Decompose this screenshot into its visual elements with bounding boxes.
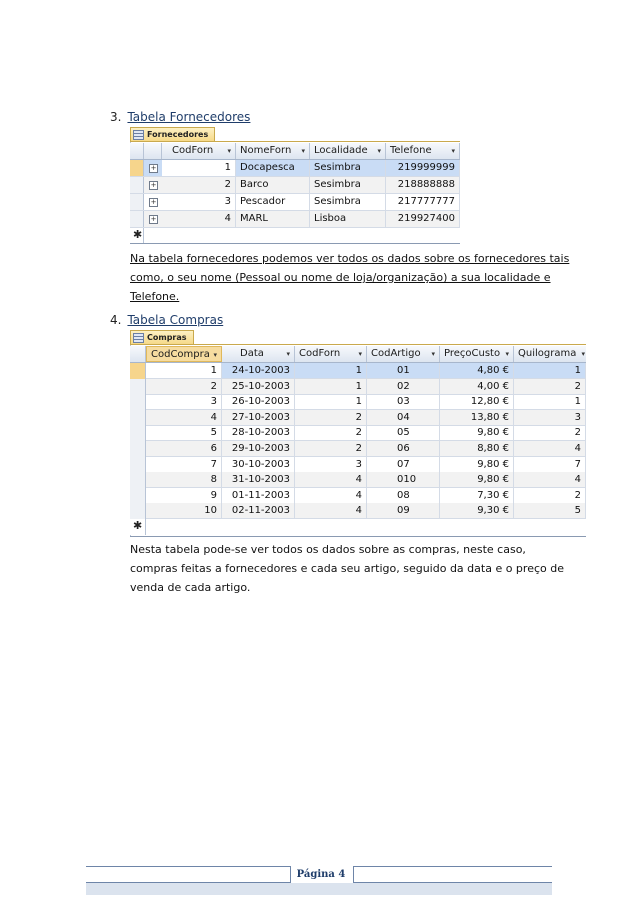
table-cell-artigo[interactable]: 08 <box>367 488 440 503</box>
record-selector[interactable] <box>130 194 144 210</box>
table-cell-data[interactable]: 29-10-2003 <box>222 441 295 456</box>
table-cell-kg[interactable]: 3 <box>514 410 586 425</box>
plus-icon[interactable]: + <box>150 215 157 223</box>
table-cell-forn[interactable]: 1 <box>295 394 367 409</box>
page-number: Página 4 <box>296 869 346 880</box>
table-cell-data[interactable]: 28-10-2003 <box>222 425 295 440</box>
record-selector[interactable] <box>130 472 146 488</box>
table-cell-artigo[interactable]: 07 <box>367 457 440 472</box>
table-cell-artigo[interactable]: 06 <box>367 441 440 456</box>
compras-tab-label: Compras <box>147 333 187 342</box>
chevron-down-icon[interactable]: ▾ <box>301 147 305 155</box>
fornecedores-tab[interactable] <box>130 127 215 141</box>
table-cell-cod[interactable]: 9 <box>146 488 222 503</box>
table-cell-artigo[interactable]: 04 <box>367 410 440 425</box>
record-selector[interactable] <box>130 363 146 379</box>
table-cell-preco[interactable]: 9,80 € <box>440 457 514 472</box>
table-cell-cod[interactable]: 7 <box>146 457 222 472</box>
table-row[interactable] <box>130 441 586 457</box>
plus-icon[interactable]: + <box>150 181 157 189</box>
chevron-down-icon[interactable]: ▾ <box>227 147 231 155</box>
table-cell-forn[interactable]: 2 <box>295 425 367 440</box>
table-row[interactable]: + 4 MARL Lisboa 219927400 <box>130 211 460 228</box>
table-cell-kg[interactable]: 5 <box>514 503 586 518</box>
section-4-number: 4. <box>110 313 122 327</box>
table-cell-data[interactable]: 25-10-2003 <box>222 379 295 394</box>
new-record-icon: ✱ <box>133 228 143 241</box>
table-cell-kg[interactable]: 4 <box>514 441 586 456</box>
table-cell-data[interactable]: 31-10-2003 <box>222 472 295 487</box>
table-row[interactable] <box>130 394 586 410</box>
new-record-icon: ✱ <box>133 519 143 532</box>
plus-icon[interactable]: + <box>150 164 157 172</box>
table-cell-artigo[interactable]: 02 <box>367 379 440 394</box>
column-header-nomeforn[interactable]: NomeForn ▾ <box>236 143 310 159</box>
table-row[interactable] <box>130 472 586 488</box>
table-row[interactable]: + 1 Docapesca Sesimbra 219999999 <box>130 160 460 177</box>
compras-table <box>130 330 586 537</box>
table-icon <box>133 333 144 343</box>
table-cell-preco[interactable]: 13,80 € <box>440 410 514 425</box>
record-selector[interactable] <box>130 410 146 426</box>
column-header-telefone[interactable]: Telefone ▾ <box>386 143 460 159</box>
section-3-title: Tabela Fornecedores <box>127 110 251 124</box>
column-header-quilograma[interactable]: Quilograma ▾ <box>514 346 586 362</box>
chevron-down-icon[interactable]: ▾ <box>358 350 362 358</box>
table-cell-forn[interactable]: 1 <box>295 363 367 378</box>
table-cell-cod[interactable]: 8 <box>146 472 222 487</box>
section-4-description: Nesta tabela pode-se ver todos os dados sobre as compras, neste caso, compras feitas a fornecedores e cada seu artigo, seguido da data e o preço de venda de cada artigo. <box>130 543 564 594</box>
record-selector[interactable] <box>130 457 146 473</box>
table-cell-artigo[interactable]: 05 <box>367 425 440 440</box>
table-cell-cod[interactable]: 6 <box>146 441 222 456</box>
table-cell-cod[interactable]: 10 <box>146 503 222 518</box>
table-cell-forn[interactable]: 4 <box>295 503 367 518</box>
table-cell-data[interactable]: 24-10-2003 <box>222 363 295 378</box>
chevron-down-icon[interactable]: ▾ <box>451 147 455 155</box>
new-record-row[interactable] <box>130 519 586 535</box>
table-row[interactable] <box>130 457 586 473</box>
footer-band <box>86 883 552 895</box>
table-icon <box>133 130 144 140</box>
new-record-row[interactable] <box>130 228 460 244</box>
table-cell-kg[interactable]: 1 <box>514 363 586 378</box>
table-row[interactable] <box>130 410 586 426</box>
table-cell-forn[interactable]: 2 <box>295 410 367 425</box>
column-header-data[interactable]: Data ▾ <box>222 346 295 362</box>
fornecedores-table <box>130 127 460 244</box>
table-cell-preco[interactable]: 9,80 € <box>440 472 514 487</box>
select-all-cell[interactable] <box>130 346 146 362</box>
table-cell-artigo[interactable]: 010 <box>367 472 440 487</box>
chevron-down-icon[interactable]: ▾ <box>286 350 290 358</box>
record-selector[interactable] <box>130 394 146 410</box>
record-selector[interactable] <box>130 488 146 504</box>
table-cell-cod[interactable]: 4 <box>146 410 222 425</box>
table-cell-data[interactable]: 02-11-2003 <box>222 503 295 518</box>
fornecedores-header-row <box>130 143 460 160</box>
chevron-down-icon[interactable]: ▾ <box>505 350 509 358</box>
column-header-localidade[interactable]: Localidade ▾ <box>310 143 386 159</box>
table-row[interactable] <box>130 488 586 504</box>
table-cell-cod[interactable]: 5 <box>146 425 222 440</box>
chevron-down-icon[interactable]: ▾ <box>581 350 585 358</box>
table-cell-preco[interactable]: 7,30 € <box>440 488 514 503</box>
section-3-heading <box>110 110 250 124</box>
table-cell-preco[interactable]: 8,80 € <box>440 441 514 456</box>
table-row[interactable] <box>130 379 586 395</box>
table-cell-preco[interactable]: 9,80 € <box>440 425 514 440</box>
table-cell-data[interactable]: 01-11-2003 <box>222 488 295 503</box>
table-cell-data[interactable]: 27-10-2003 <box>222 410 295 425</box>
section-4-title: Tabela Compras <box>127 313 224 327</box>
expand-header-cell <box>144 143 162 159</box>
select-all-cell[interactable] <box>130 143 144 159</box>
table-cell-kg[interactable]: 2 <box>514 379 586 394</box>
table-cell-cod[interactable]: 1 <box>146 363 222 378</box>
table-row[interactable] <box>130 503 586 519</box>
table-cell-forn[interactable]: 4 <box>295 488 367 503</box>
record-selector[interactable] <box>130 425 146 441</box>
table-cell-kg[interactable]: 2 <box>514 488 586 503</box>
section-3-description: Na tabela fornecedores podemos ver todos os dados sobre os fornecedores tais como, o seu nome (Pessoal ou nome de loja/organização) a sua localidade e Telefone. <box>130 252 570 303</box>
table-cell-artigo[interactable]: 01 <box>367 363 440 378</box>
table-cell-cod[interactable]: 2 <box>146 379 222 394</box>
table-cell-kg[interactable]: 4 <box>514 472 586 487</box>
table-cell-preco[interactable]: 4,80 € <box>440 363 514 378</box>
section-4-heading <box>110 313 223 327</box>
column-header-codforn[interactable]: CodForn ▾ <box>162 143 236 159</box>
record-selector[interactable] <box>130 160 144 176</box>
table-cell-artigo[interactable]: 03 <box>367 394 440 409</box>
table-cell-kg[interactable]: 7 <box>514 457 586 472</box>
table-cell-forn[interactable]: 3 <box>295 457 367 472</box>
chevron-down-icon[interactable]: ▾ <box>431 350 435 358</box>
record-selector[interactable] <box>130 211 144 227</box>
plus-icon[interactable]: + <box>150 198 157 206</box>
compras-header-row <box>130 346 586 363</box>
column-header-codcompra[interactable]: CodCompra ▾ <box>146 346 222 362</box>
table-cell-artigo[interactable]: 09 <box>367 503 440 518</box>
table-cell-forn[interactable]: 4 <box>295 472 367 487</box>
table-row[interactable]: + 2 Barco Sesimbra 218888888 <box>130 177 460 194</box>
record-selector[interactable] <box>130 441 146 457</box>
column-header-codartigo[interactable]: CodArtigo ▾ <box>367 346 440 362</box>
table-cell-data[interactable]: 26-10-2003 <box>222 394 295 409</box>
table-cell-kg[interactable]: 2 <box>514 425 586 440</box>
table-row[interactable] <box>130 363 586 379</box>
table-cell-cod[interactable]: 3 <box>146 394 222 409</box>
chevron-down-icon[interactable]: ▾ <box>213 351 217 359</box>
table-cell-preco[interactable]: 4,00 € <box>440 379 514 394</box>
column-header-precocusto[interactable]: PreçoCusto ▾ <box>440 346 514 362</box>
table-cell-preco[interactable]: 9,30 € <box>440 503 514 518</box>
table-cell-data[interactable]: 30-10-2003 <box>222 457 295 472</box>
record-selector[interactable] <box>130 177 144 193</box>
fornecedores-tab-label: Fornecedores <box>147 130 209 139</box>
table-cell-forn[interactable]: 2 <box>295 441 367 456</box>
column-header-codforn[interactable]: CodForn ▾ <box>295 346 367 362</box>
section-3-number: 3. <box>110 110 122 124</box>
record-selector[interactable] <box>130 503 146 519</box>
table-row[interactable] <box>130 425 586 441</box>
table-cell-preco[interactable]: 12,80 € <box>440 394 514 409</box>
compras-tab[interactable] <box>130 330 194 344</box>
table-row[interactable]: + 3 Pescador Sesimbra 217777777 <box>130 194 460 211</box>
table-cell-kg[interactable]: 1 <box>514 394 586 409</box>
record-selector[interactable] <box>130 379 146 395</box>
table-cell-forn[interactable]: 1 <box>295 379 367 394</box>
chevron-down-icon[interactable]: ▾ <box>377 147 381 155</box>
